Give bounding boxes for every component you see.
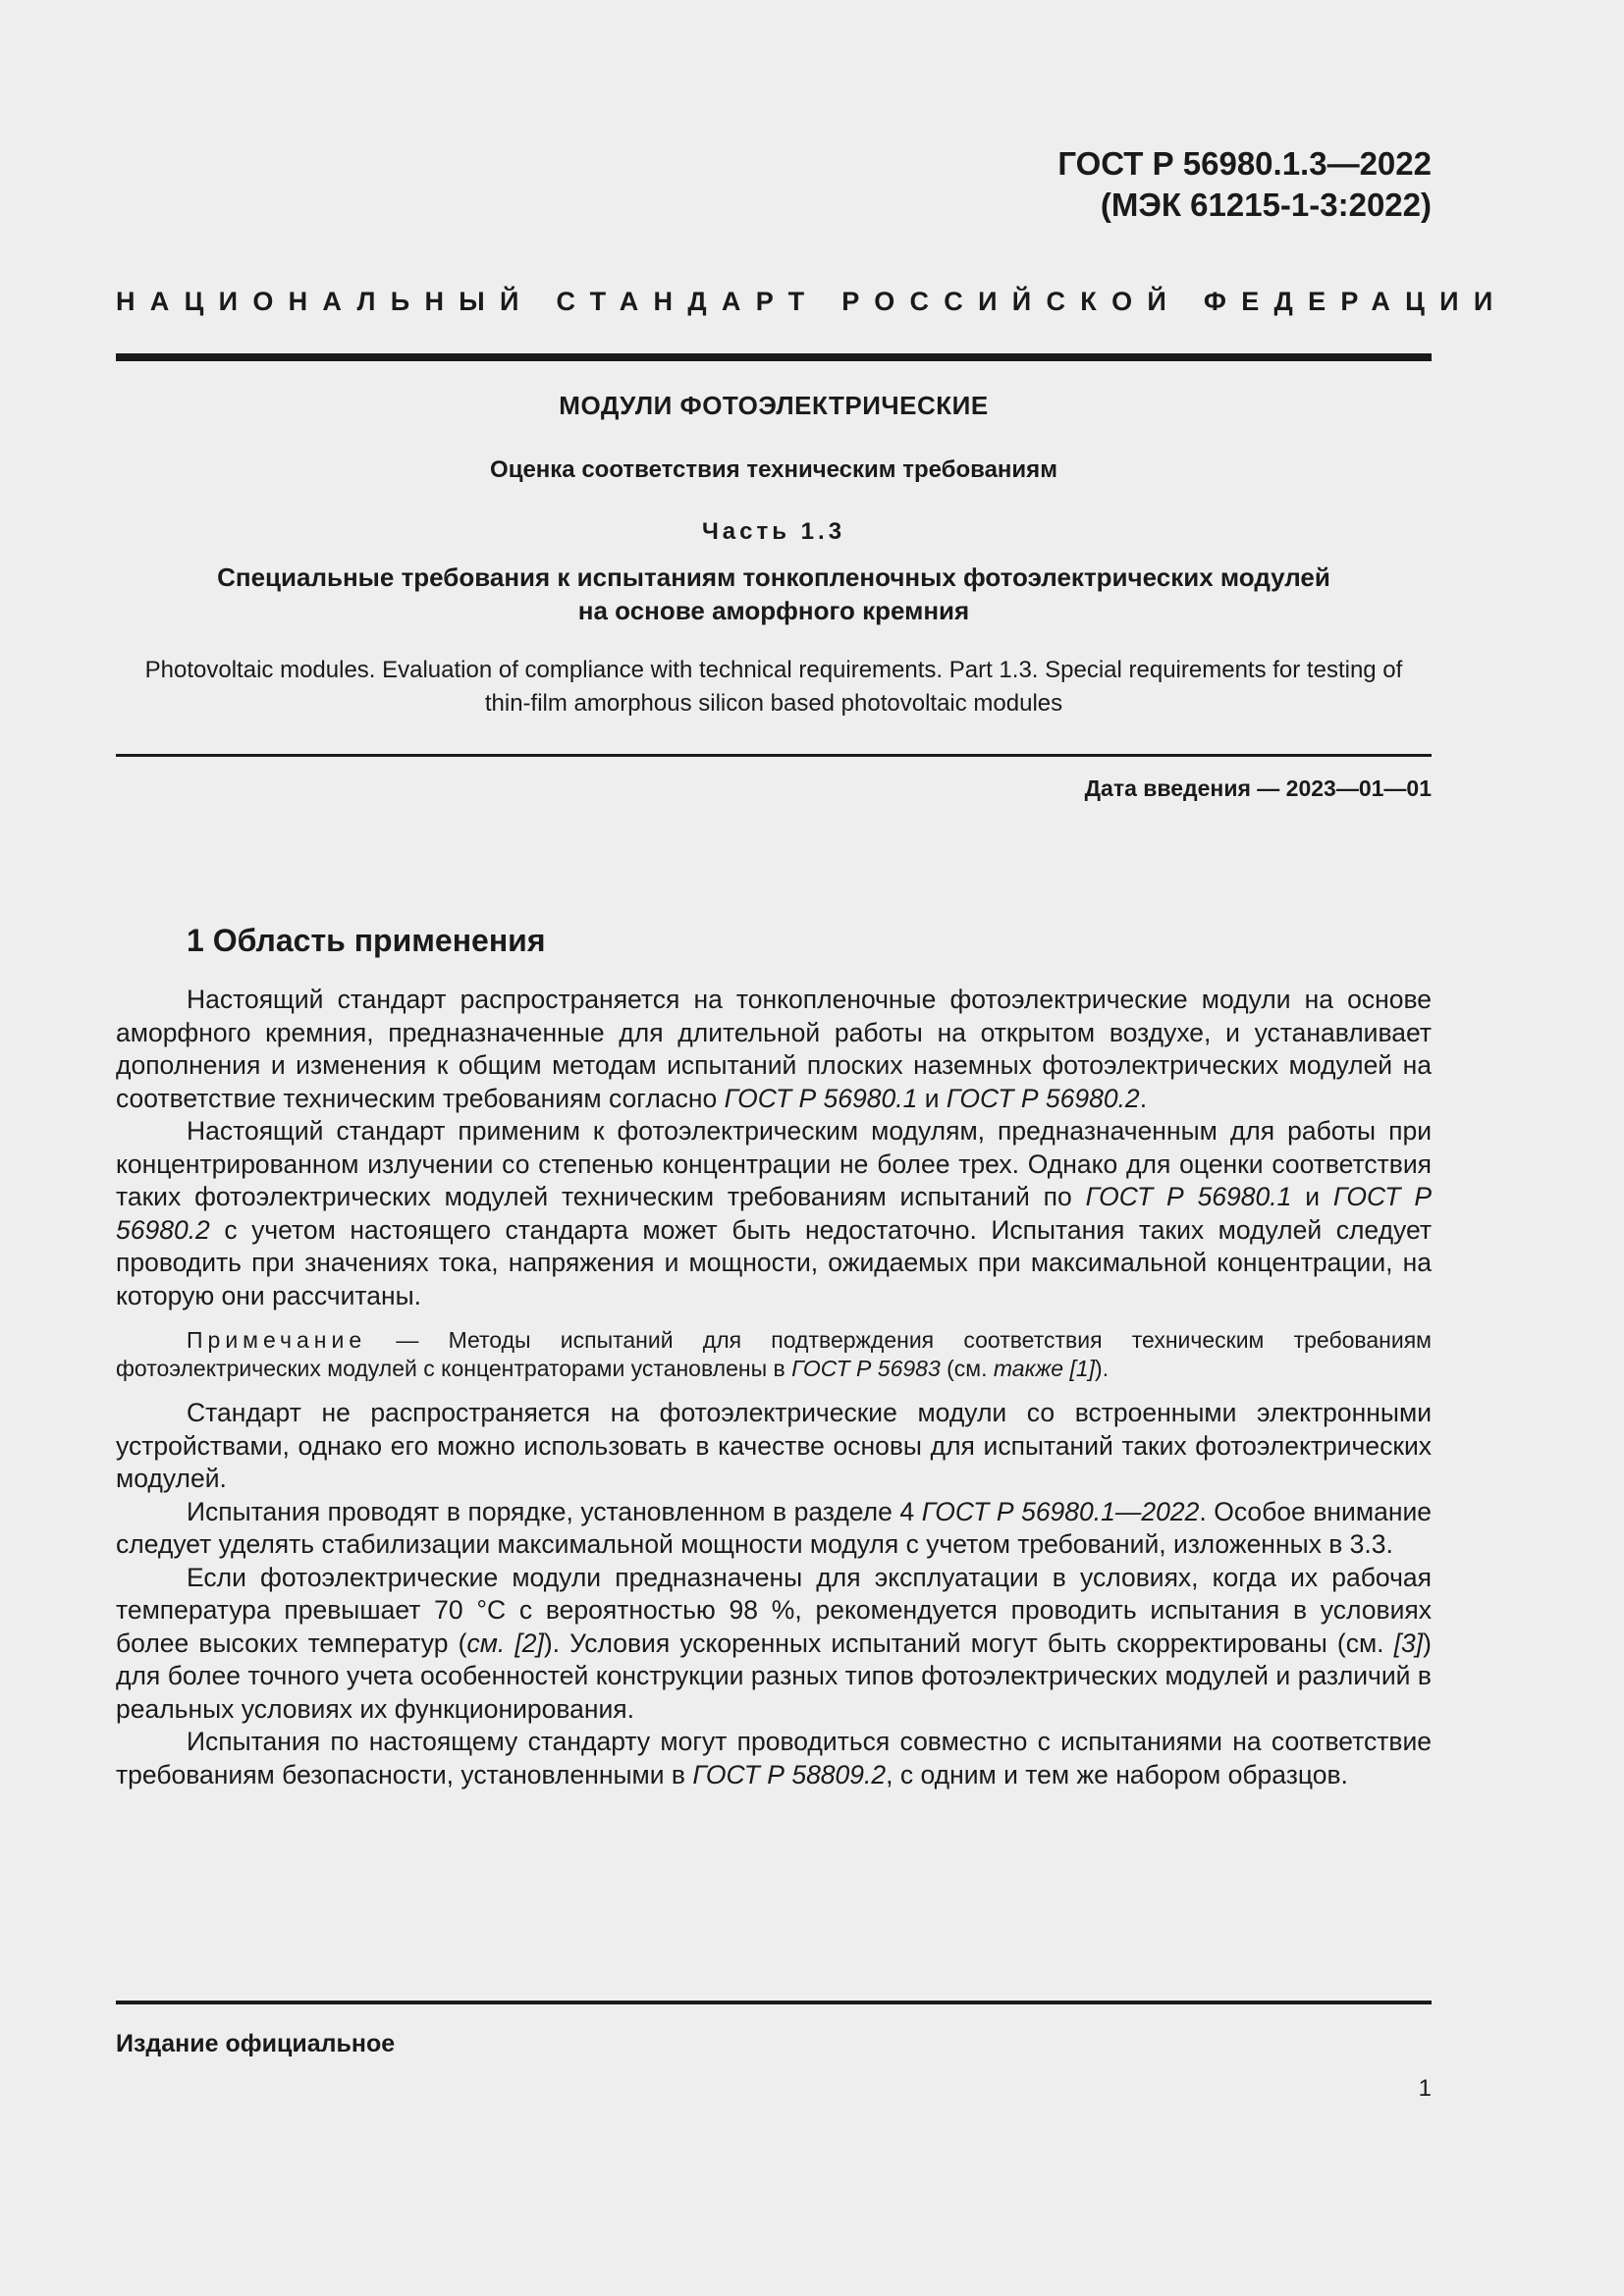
reference-link: также [1] (993, 1356, 1096, 1381)
reference-link: ГОСТ Р 56980.1 (724, 1083, 918, 1113)
reference-link: ГОСТ Р 56980.1—2022 (921, 1496, 1200, 1526)
reference-link: ГОСТ Р 56980.1 (1085, 1182, 1292, 1211)
part-title-line-2: на основе аморфного кремния (577, 596, 970, 625)
paragraph-2: Настоящий стандарт применим к фотоэлектрическим модулям, предназначенным для работы при концентрированном излучении со степенью концентрации не более трех. Однако для оценки соответствия таких фотоэлектрических модулей техническим требованиям испытаний по ГОСТ Р 56980.1 и ГОСТ Р 56980.2 с учетом настоящего стандарта может быть недостаточно. Испытания таких модулей следует проводить при значениях тока, напряжения и мощности, ожидаемых при максимальной концентрации, на которую они рассчитаны. (116, 1116, 1432, 1310)
national-standard-heading: НАЦИОНАЛЬНЫЙ СТАНДАРТ РОССИЙСКОЙ ФЕДЕРАЦИИ (116, 287, 1508, 316)
reference-link: ГОСТ Р 56980.2 (116, 1182, 1432, 1245)
footer-divider (116, 2001, 1432, 2004)
reference-link: ГОСТ Р 58809.2 (692, 1759, 887, 1789)
reference-link: ГОСТ Р 56983 (791, 1356, 941, 1381)
header-divider (116, 353, 1432, 361)
standard-number: ГОСТ Р 56980.1.3—2022 (1057, 145, 1432, 182)
english-title-line-1: Photovoltaic modules. Evaluation of compliance with technical requirements. Part 1.3. Special requirements for testing of (144, 657, 1403, 683)
paragraph-6: Испытания по настоящему стандарту могут проводиться совместно с испытаниями на соответствие требованиям безопасности, установленными в ГОСТ Р 58809.2, с одним и тем же набором образцов. (116, 1727, 1432, 1789)
english-title (116, 654, 1432, 721)
page-number: 1 (1418, 2075, 1432, 2102)
reference-link: [3] (1393, 1628, 1424, 1658)
document-page (116, 0, 1508, 2296)
paragraph-1: Настоящий стандарт распространяется на тонкопленочные фотоэлектрические модули на основе аморфного кремния, предназначенные для длительной работы на открытом воздухе, и устанавливает дополнения и изменения к общим методам испытаний плоских наземных фотоэлектрических модулей на соответствие техническим требованиям согласно ГОСТ Р 56980.1 и ГОСТ Р 56980.2. (116, 985, 1432, 1113)
reference-link: ГОСТ Р 56980.2 (946, 1083, 1140, 1113)
paragraph-5: Если фотоэлектрические модули предназначены для эксплуатации в условиях, когда их рабочая температура превышает 70 °С с вероятностью 98 %, рекомендуется проводить испытания в условиях более высоких температур (см. [2]). Условия ускоренных испытаний могут быть скорректированы (см. [3]) для более точного учета особенностей конструкции разных типов фотоэлектрических модулей и различий в реальных условиях их функционирования. (116, 1562, 1432, 1724)
iec-number: (МЭК 61215-1-3:2022) (1100, 187, 1432, 223)
note-label: Примечание (187, 1327, 367, 1353)
official-edition-label: Издание официальное (116, 2030, 396, 2057)
part-title-line-1: Специальные требования к испытаниям тонкопленочных фотоэлектрических модулей (217, 562, 1330, 592)
title-divider (116, 754, 1432, 757)
paragraph-4: Испытания проводят в порядке, установленном в разделе 4 ГОСТ Р 56980.1—2022. Особое внимание следует уделять стабилизации максимальной мощности модуля с учетом требований, изложенных в 3.3. (116, 1496, 1432, 1559)
document-subtitle: Оценка соответствия техническим требованиям (490, 456, 1057, 483)
english-title-line-2: thin-film amorphous silicon based photovoltaic modules (484, 690, 1063, 717)
introduction-date: Дата введения — 2023—01—01 (1084, 775, 1432, 801)
standard-number-block (1057, 143, 1432, 226)
reference-link: см. [2] (466, 1628, 544, 1658)
section-1-title: 1 Область применения (187, 923, 546, 958)
document-part-title (116, 561, 1432, 627)
document-title: МОДУЛИ ФОТОЭЛЕКТРИЧЕСКИЕ (559, 391, 989, 420)
section-1-body (116, 984, 1432, 1791)
note: Примечание — Методы испытаний для подтверждения соответствия техническим требованиям фотоэлектрических модулей с концентраторами установлены в ГОСТ Р 56983 (см. также [1]). (116, 1327, 1432, 1381)
document-part: Часть 1.3 (701, 518, 846, 545)
paragraph-3: Стандарт не распространяется на фотоэлектрические модули со встроенными электронными устройствами, однако его можно использовать в качестве основы для испытаний таких фотоэлектрических модулей. (116, 1398, 1432, 1493)
